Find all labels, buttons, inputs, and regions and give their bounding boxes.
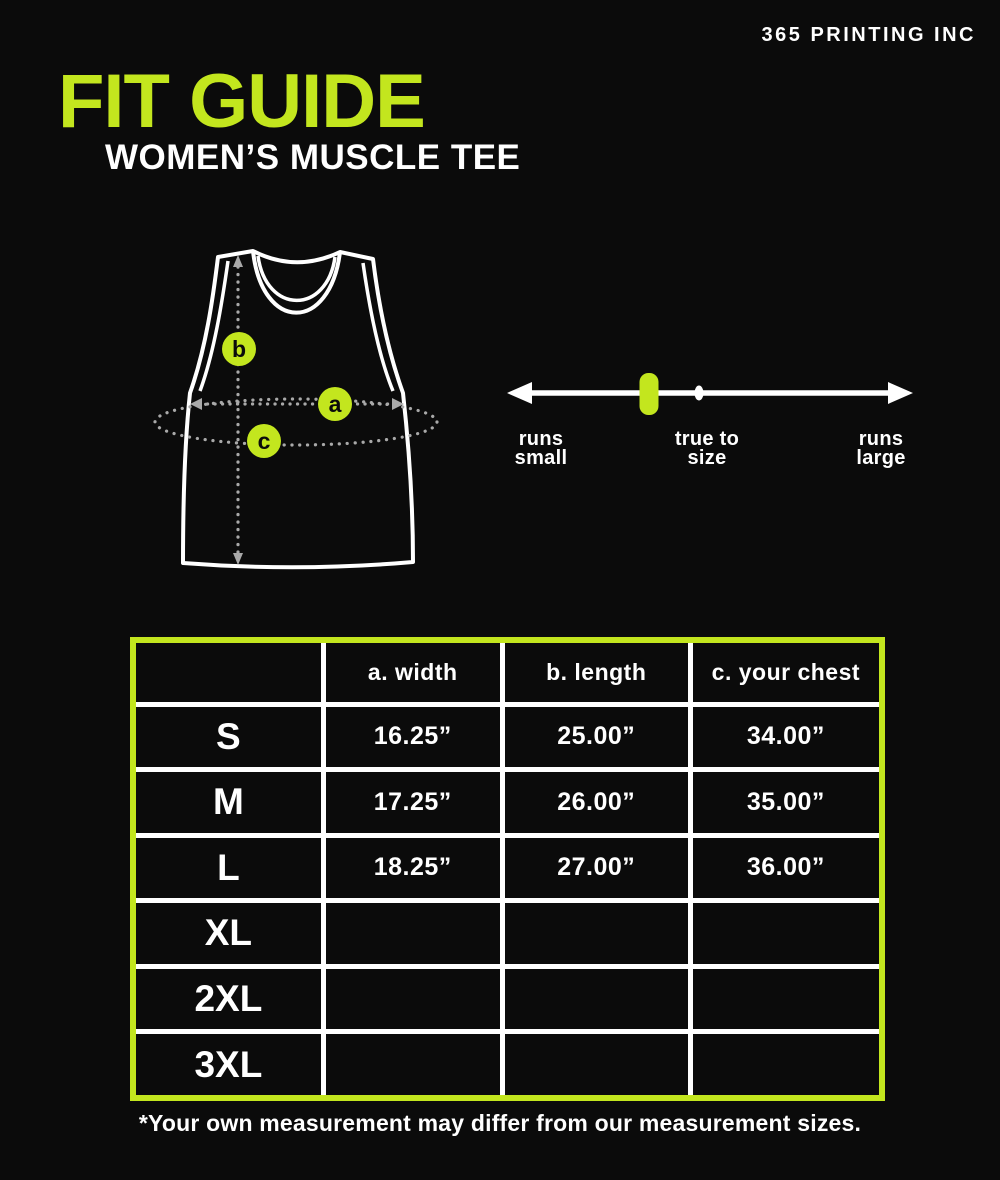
header-width: a. width [323,640,502,704]
chest-value [690,966,882,1032]
brand-name: 365 PRINTING INC [761,24,976,46]
muscle-tee-diagram [150,243,450,573]
width-value [323,1032,502,1098]
width-value: 17.25” [323,770,502,836]
size-table [130,637,885,1101]
chest-value: 35.00” [690,770,882,836]
width-arrow-left [190,398,202,410]
header-chest: c. your chest [690,640,882,704]
label-line-bottom: small [514,447,568,469]
fit-scale-center-tick [695,386,704,401]
width-value: 18.25” [323,835,502,901]
label-line-top: true to [674,428,740,450]
table-row-3xl [133,1032,882,1098]
label-line-top: runs [518,428,564,450]
marker-a-label: a [328,391,342,417]
fit-scale-arrow-right [888,382,913,404]
length-value: 27.00” [502,835,690,901]
header-empty [133,640,323,704]
chest-value [690,1032,882,1098]
page-subtitle: WOMEN’S MUSCLE TEE [105,138,521,177]
table-row-m [133,770,882,836]
width-value [323,901,502,967]
size-label: 3XL [133,1032,323,1098]
marker-c-label: c [257,428,271,454]
fit-scale-label-true-to-size [675,430,739,468]
width-value [323,966,502,1032]
label-line-bottom: large [856,447,906,469]
length-arrow-bottom [233,553,243,565]
marker-b-label: b [231,336,247,362]
chest-measure-ellipse [155,399,437,445]
shirt-outline [183,251,413,567]
fit-scale-label-runs-large [856,430,905,468]
measurement-disclaimer: *Your own measurement may differ from our measurement sizes. [138,1110,862,1136]
size-label: S [133,704,323,770]
size-label: M [133,770,323,836]
table-row-l [133,835,882,901]
fit-scale-indicator [640,373,659,415]
length-value [502,966,690,1032]
label-line-bottom: size [687,447,727,469]
size-label: XL [133,901,323,967]
table-row-2xl [133,966,882,1032]
header-length: b. length [502,640,690,704]
length-value: 25.00” [502,704,690,770]
width-value: 16.25” [323,704,502,770]
length-arrow-top [233,255,243,267]
table-row-xl [133,901,882,967]
fit-scale-arrow-left [507,382,532,404]
chest-value [690,901,882,967]
chest-value: 34.00” [690,704,882,770]
length-value [502,1032,690,1098]
chest-value: 36.00” [690,835,882,901]
fit-scale-label-runs-small [515,430,568,468]
size-label: L [133,835,323,901]
table-row-s [133,704,882,770]
length-value [502,901,690,967]
fit-scale [505,365,915,425]
length-value: 26.00” [502,770,690,836]
label-line-top: runs [858,428,904,450]
table-header-row [133,640,882,704]
size-label: 2XL [133,966,323,1032]
page-title: FIT GUIDE [58,59,425,144]
